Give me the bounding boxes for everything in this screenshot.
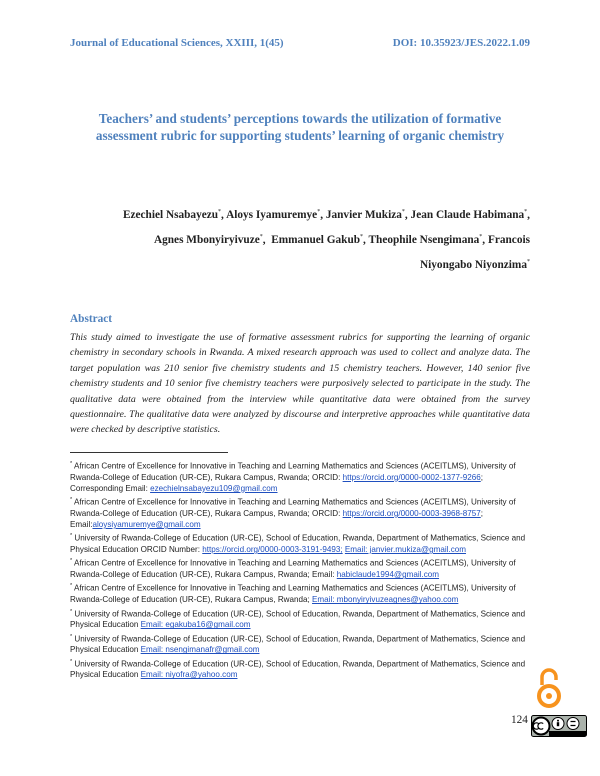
email-link[interactable]: Email: niyofra@yahoo.com [140,670,238,680]
footnote: * University of Rwanda-College of Education (UR-CE), School of Education, Rwanda, Department of Mathematics, Science and Physical Education Email: nsengimanafr@gmail.com [70,633,526,655]
author-name: Francois Niyongabo Niyonzima* [419,234,530,272]
footnotes [70,459,538,682]
author-name: Emmanuel Gakub* [271,234,364,247]
email-link[interactable]: aloysiyamuremye@gmail.com [92,520,201,530]
email-link[interactable]: Email: egakuba16@gmail.com [140,620,251,630]
footnote-divider [70,452,228,453]
footnote: * University of Rwanda-College of Education (UR-CE), School of Education, Rwanda, Department of Mathematics, Science and Physical Education ORCID Number: https://orcid.org/0000-0003-3191-9493; Email: janvier.mukiza@gmail.com [70,533,526,555]
abstract-text: This study aimed to investigate the use of formative assessment rubrics for supporting the learning of organic chemistry in secondary schools in Rwanda. A mixed research approach was used to collect and analyze data. The target population was 210 senior five chemistry students and 15 chemistry teachers. However, 140 senior five chemistry students and 10 senior five chemistry teachers were purposively selected to participate in the study. The qualitative data were obtained from the interview while quantitative data were obtained from the survey questionnaire. The qualitative data were analyzed by discourse and interpretive approaches while quantitative data were checked by descriptive statistics. [70,332,530,436]
author-name: Jean Claude Habimana* [410,208,528,221]
journal-name: Journal of Educational Sciences, XXIII, 1(45) [70,37,284,49]
doi-label: DOI: 10.35923/JES.2022.1.09 [392,37,530,49]
author-name: Agnes Mbonyiryivuze* [153,234,263,247]
footnote: * University of Rwanda-College of Education (UR-CE), School of Education, Rwanda, Department of Mathematics, Science and Physical Education Email: niyofra@yahoo.com [70,658,526,680]
email-link[interactable]: habiclaude1994@gmail.com [336,570,440,580]
email-link[interactable]: ezechielnsabayezu109@gmail.com [150,483,278,493]
email-link[interactable]: Email: nsengimanafr@gmail.com [140,645,260,655]
author-name-last: Francois Niyongabo Niyonzima [419,234,530,272]
author-name: Theophile Nsengimana* [368,234,483,247]
open-access-icon[interactable] [536,667,562,709]
page-number: 124 [511,714,528,726]
footnote: * African Centre of Excellence for Innovative in Teaching and Learning Mathematics and Sciences (ACEITLMS), University of Rwanda-College of Education (UR-CE), Rukara Campus, Rwanda; Email: mbonyiryivuzeagnes@yahoo.com [70,583,516,605]
footnote: * African Centre of Excellence for Innovative in Teaching and Learning Mathematics and Sciences (ACEITLMS), University of Rwanda-College of Education (UR-CE), Rukara Campus, Rwanda; Email: habiclaude1994@gmail.com [70,558,516,580]
orcid-link[interactable]: https://orcid.org/0000-0003-3968-8757 [342,508,481,518]
author-name: Janvier Mukiza* [325,208,405,221]
abstract-heading: Abstract [70,313,113,325]
author-name: Ezechiel Nsabayezu* [122,208,222,221]
running-header [70,37,530,53]
orcid-link[interactable]: https://orcid.org/0000-0002-1377-9266 [342,472,481,482]
author-list: Ezechiel Nsabayezu*, Aloys Iyamuremye*, Janvier Mukiza*, Jean Claude Habimana*, Agnes Mbonyiryivuze*, Emmanuel Gakub*, Theophile Nsengimana*, Francois Niyongabo Niyonzima* [122,208,530,272]
footnote: * University of Rwanda-College of Education (UR-CE), School of Education, Rwanda, Department of Mathematics, Science and Physical Education Email: egakuba16@gmail.com [70,608,526,630]
footnote: * African Centre of Excellence for Innovative in Teaching and Learning Mathematics and Sciences (ACEITLMS), University of Rwanda-College of Education (UR-CE), Rukara Campus, Rwanda; ORCID: https://orcid.org/0000-0003-3968-8757; Email:aloysiyamuremye@gmail.com [70,497,516,530]
email-link[interactable]: Email: janvier.mukiza@gmail.com [344,545,467,555]
author-name: Aloys Iyamuremye* [226,208,321,221]
creative-commons-license-icon[interactable] [531,715,587,737]
email-link[interactable]: Email: mbonyiryivuzeagnes@yahoo.com [312,595,459,605]
footnote: * African Centre of Excellence for Innovative in Teaching and Learning Mathematics and Sciences (ACEITLMS), University of Rwanda-College of Education (UR-CE), Rukara Campus, Rwanda; ORCID: https://orcid.org/0000-0002-1377-9266; Corresponding Email: ezechielnsabayezu109@gmail.com [70,461,516,493]
orcid-link[interactable]: https://orcid.org/0000-0003-3191-9493; [202,545,343,555]
article-title: Teachers’ and students’ perceptions towards the utilization of formative assessment rubric for supporting students’ learning of organic chemistry [95,111,505,143]
